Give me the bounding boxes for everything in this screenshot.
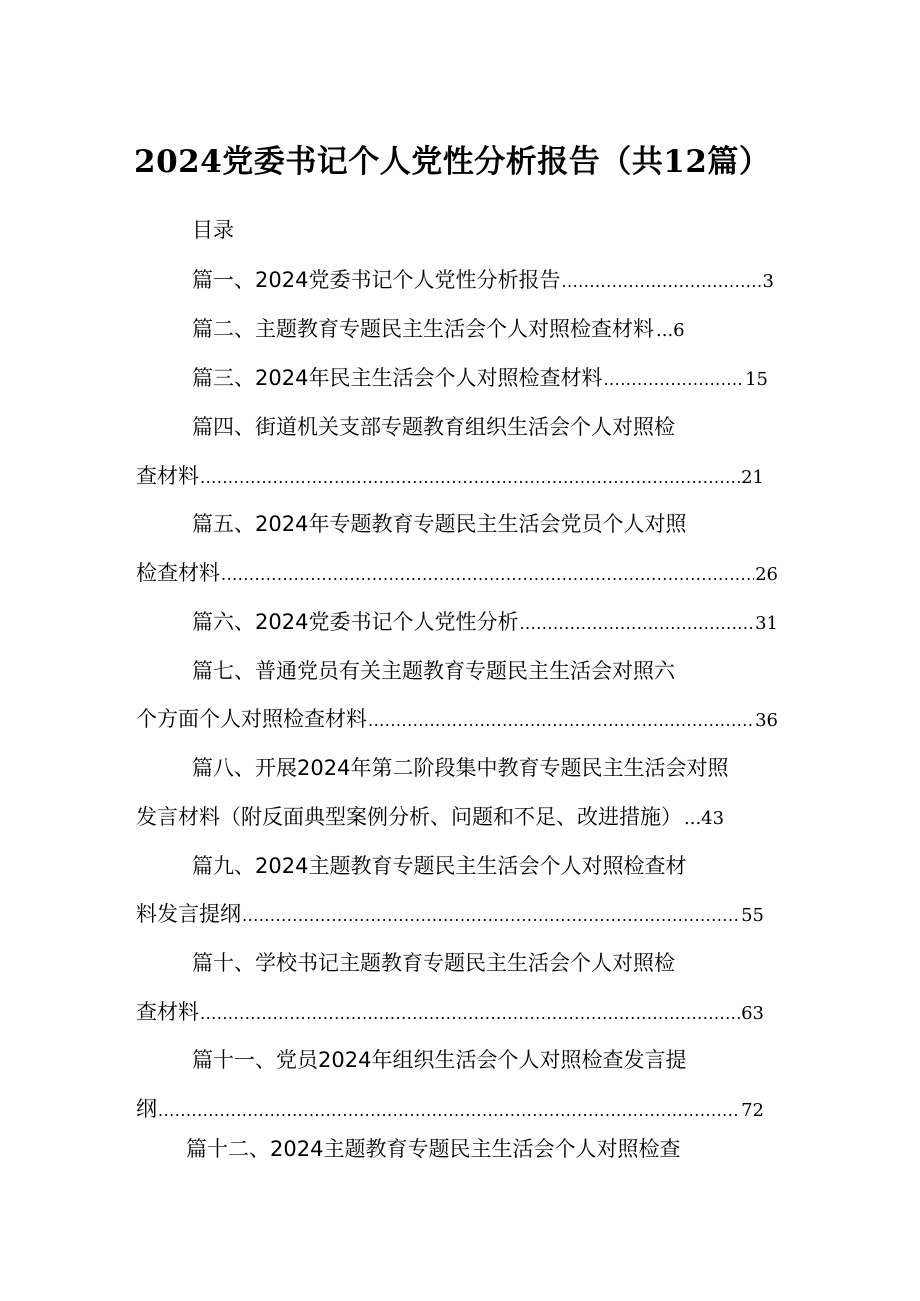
toc-entry-5-line1[interactable]: 篇五、2024年专题教育专题民主生活会党员个人对照: [192, 512, 687, 536]
toc-entry-title: 料发言提纲: [136, 902, 241, 926]
toc-entry-8[interactable]: [136, 801, 724, 835]
toc-entry-4[interactable]: [136, 460, 764, 494]
toc-entry-7[interactable]: [136, 703, 778, 737]
toc-leader-dots: [603, 364, 744, 396]
toc-entry-title: 发言材料（附反面典型案例分析、问题和不足、改进措施）: [136, 805, 682, 829]
toc-leader-dots: [242, 900, 740, 932]
toc-page-number: 31: [755, 613, 778, 634]
toc-entry-9-line1[interactable]: 篇九、2024主题教育专题民主生活会个人对照检查材: [192, 854, 687, 878]
toc-leader-dots: ...: [684, 808, 702, 829]
toc-entry-3[interactable]: [192, 362, 768, 396]
toc-page-number: 55: [741, 905, 764, 926]
toc-page-number: 43: [701, 808, 725, 829]
toc-leader-dots: [221, 559, 754, 591]
toc-leader-dots: [200, 462, 740, 494]
toc-leader-dots: [519, 608, 754, 640]
toc-page-number: 26: [755, 564, 778, 585]
toc-leader-dots: [200, 998, 740, 1030]
toc-entry-5[interactable]: [136, 557, 778, 591]
document-title: 2024党委书记个人党性分析报告（共12篇）: [134, 144, 771, 180]
toc-page-number: 63: [741, 1003, 764, 1024]
toc-page-number: 36: [755, 710, 778, 731]
toc-entry-11-line1[interactable]: 篇十一、党员2024年组织生活会个人对照检查发言提: [192, 1048, 687, 1072]
toc-entry-title: 篇一、2024党委书记个人党性分析报告: [192, 268, 561, 292]
toc-page-number: 3: [762, 271, 774, 292]
toc-page-number: 72: [741, 1100, 764, 1121]
toc-entry-title: 查材料: [136, 1000, 199, 1024]
toc-entry-9[interactable]: [136, 898, 764, 932]
toc-leader-dots: [561, 266, 761, 298]
toc-entry-8-line1[interactable]: 篇八、开展2024年第二阶段集中教育专题民主生活会对照: [192, 756, 729, 780]
toc-entry-title: 个方面个人对照检查材料: [136, 707, 367, 731]
toc-entry-2[interactable]: [192, 313, 685, 347]
toc-entry-1[interactable]: [192, 264, 774, 298]
toc-entry-4-line1[interactable]: 篇四、街道机关支部专题教育组织生活会个人对照检: [192, 415, 675, 439]
toc-entry-title: 篇六、2024党委书记个人党性分析: [192, 610, 519, 634]
toc-page-number: 21: [741, 467, 764, 488]
toc-entry-10-line1[interactable]: 篇十、学校书记主题教育专题民主生活会个人对照检: [192, 951, 675, 975]
toc-entry-7-line1[interactable]: 篇七、普通党员有关主题教育专题民主生活会对照六: [192, 659, 675, 683]
toc-entry-title: 查材料: [136, 464, 199, 488]
toc-entry-title: 纲: [136, 1097, 157, 1121]
toc-leader-dots: ...: [656, 320, 674, 341]
toc-entry-10[interactable]: [136, 996, 764, 1030]
toc-heading: 目录: [192, 218, 234, 242]
toc-entry-11[interactable]: [136, 1093, 764, 1127]
toc-entry-6[interactable]: [192, 606, 778, 640]
toc-page-number: 6: [673, 320, 685, 341]
toc-page-number: 15: [745, 369, 768, 390]
toc-entry-12-line1[interactable]: 篇十二、2024主题教育专题民主生活会个人对照检查: [186, 1137, 681, 1161]
toc-entry-title: 篇二、主题教育专题民主生活会个人对照检查材料: [192, 317, 654, 341]
toc-leader-dots: [368, 705, 754, 737]
toc-entry-title: 检查材料: [136, 561, 220, 585]
toc-leader-dots: [158, 1095, 740, 1127]
toc-entry-title: 篇三、2024年民主生活会个人对照检查材料: [192, 366, 603, 390]
